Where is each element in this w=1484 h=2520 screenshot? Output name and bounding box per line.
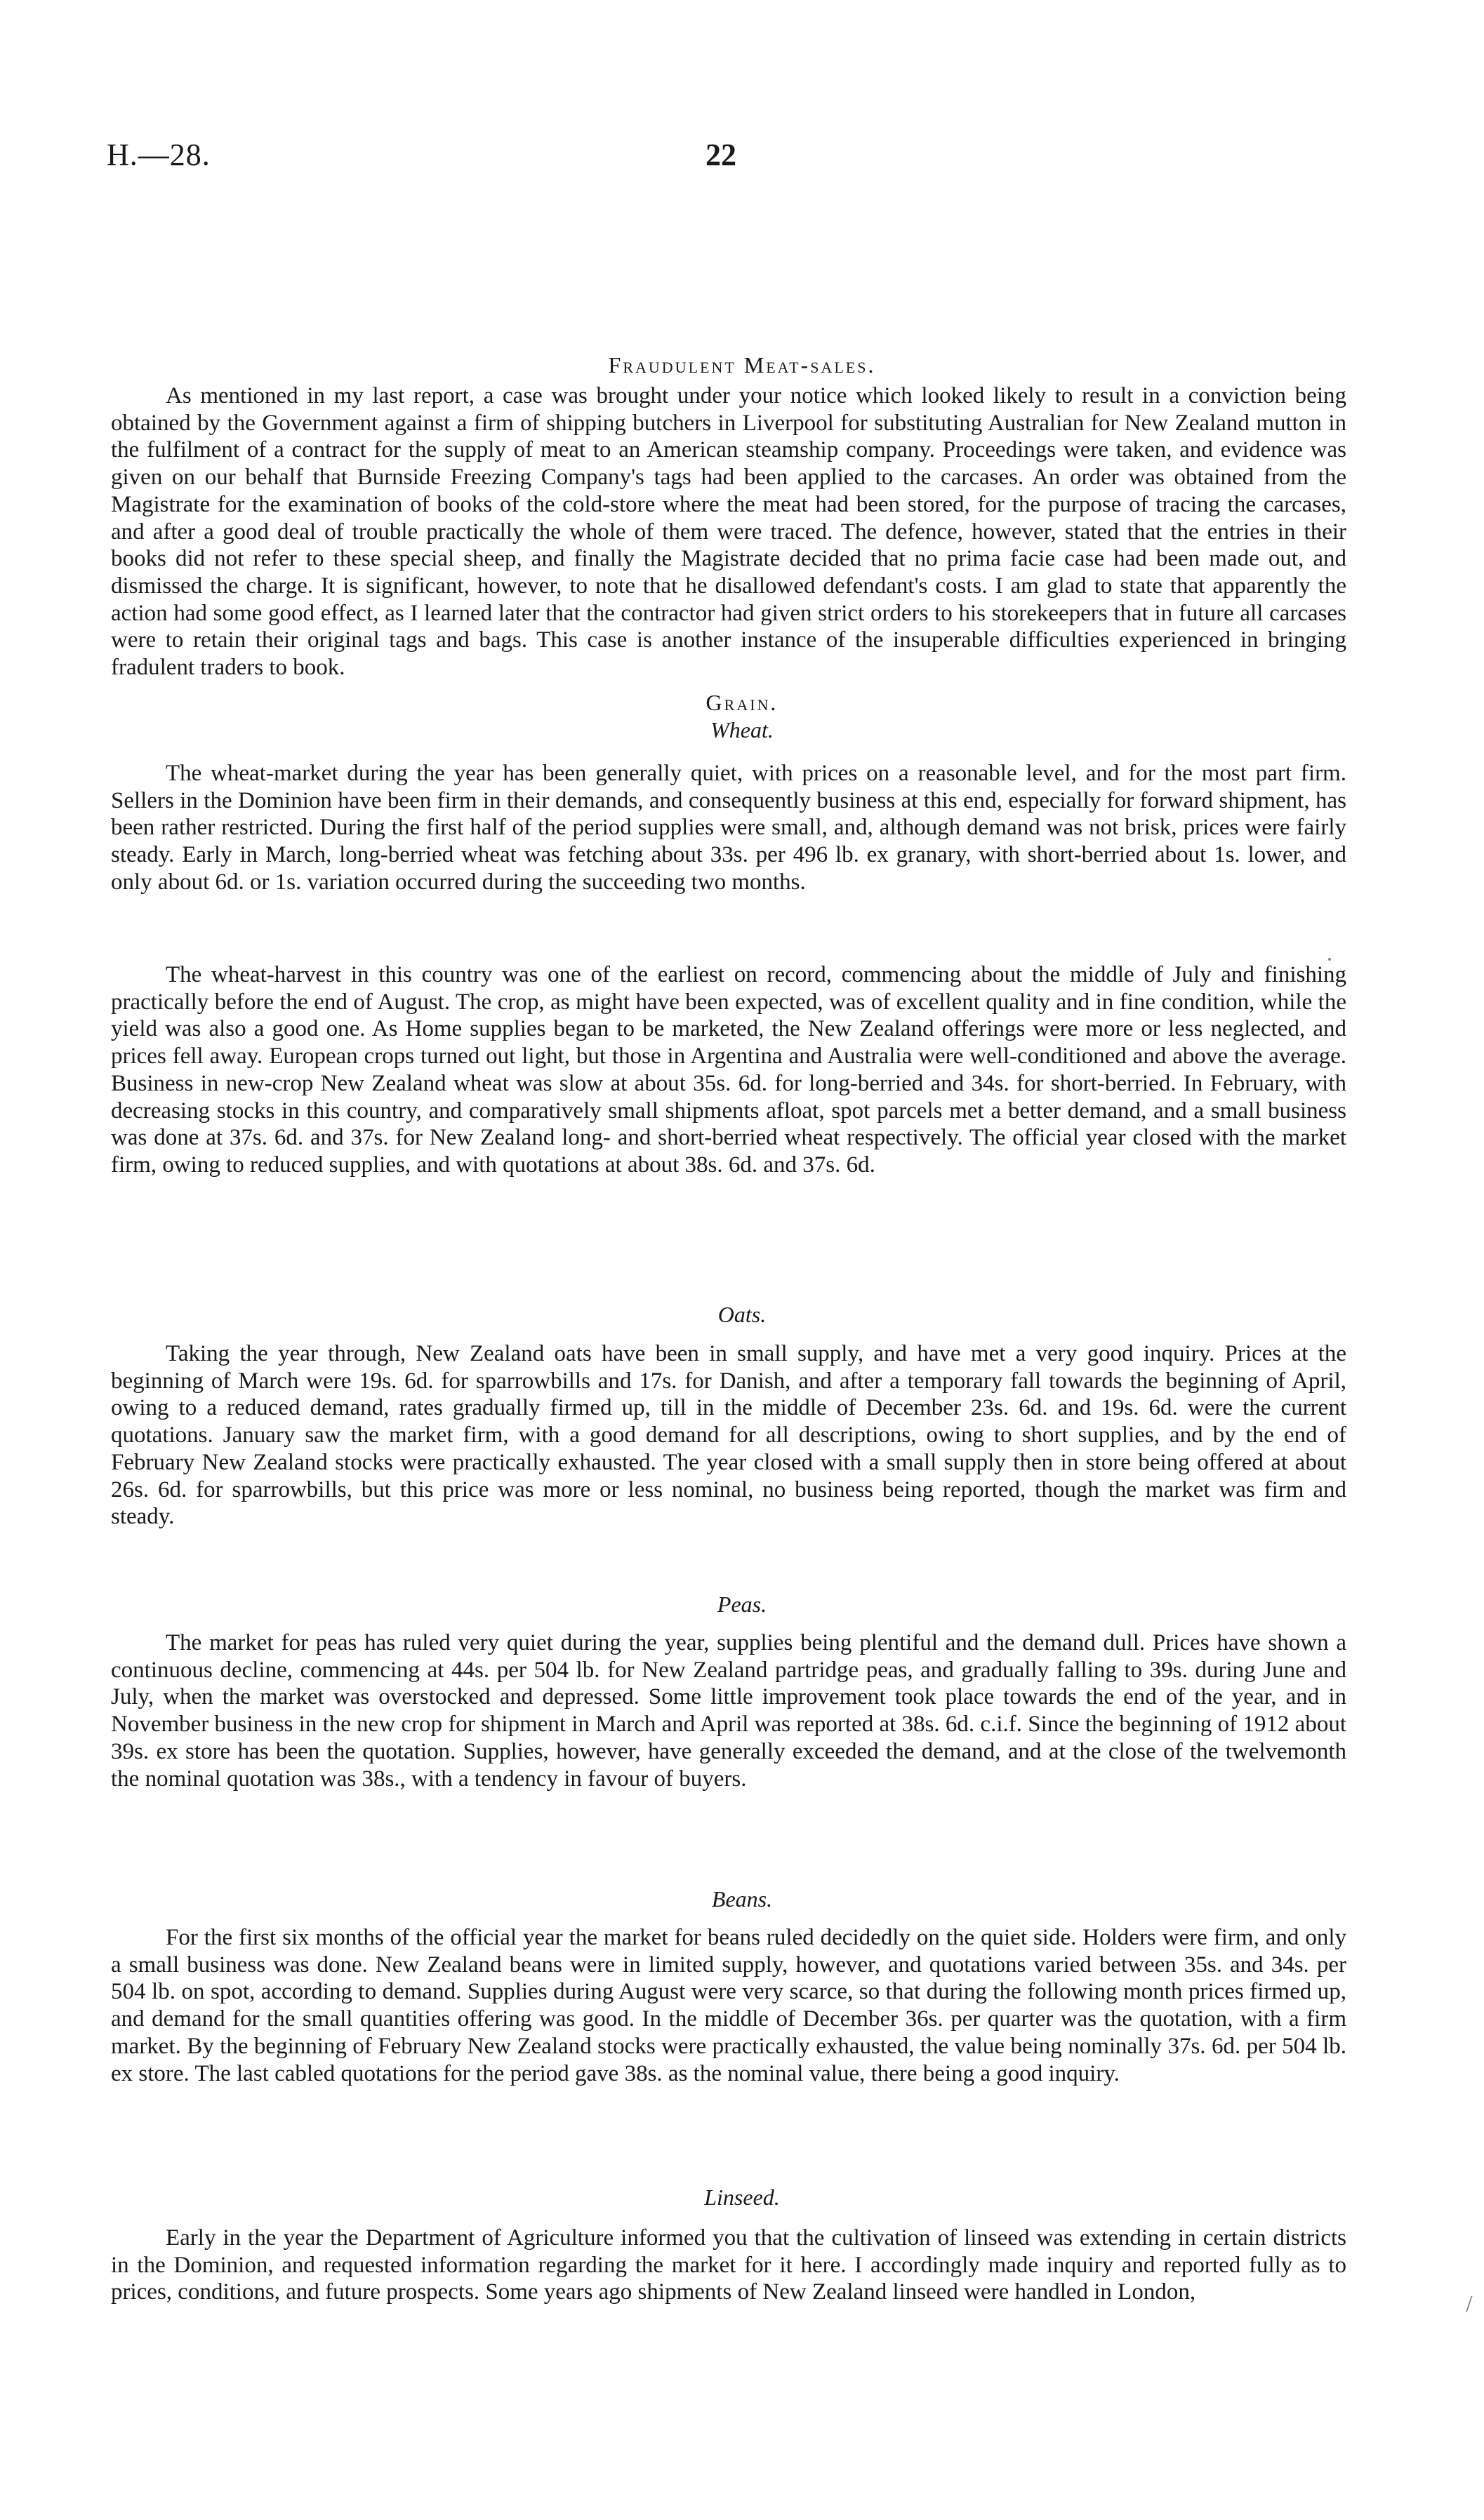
document-reference: H.—28. [107, 138, 211, 172]
paragraph-wheat-2: The wheat-harvest in this country was one of the earliest on record, commencing about the middle of July and finishing practically before the end of August. The crop, as might have been expected, was of excellent quality and in fine condition, while the yield was also a good one. As Home supplies began to be marketed, the New Zealand offerings were more or less neglected, and prices fell away. European crops turned out light, but those in Argentina and Australia were well-conditioned and above the average. Business in new-crop New Zealand wheat was slow at about 35s. 6d. for long-berried and 34s. for short-berried. In February, with decreasing stocks in this country, and comparatively small shipments afloat, spot parcels met a better demand, and a small business was done at 37s. 6d. and 37s. for New Zealand long- and short-berried wheat respectively. The official year closed with the market firm, owing to reduced supplies, and with quotations at about 38s. 6d. and 37s. 6d. [111, 962, 1346, 1178]
paragraph-fraudulent: As mentioned in my last report, a case was brought under your notice which looked likely to result in a conviction being obtained by the Government against a firm of shipping butchers in Liverpool for substituting Australian for New Zealand mutton in the fulfilment of a contract for the supply of meat to an American steamship company. Proceedings were taken, and evidence was given on our behalf that Burnside Freezing Company's tags had been applied to the carcases. An order was obtained from the Magistrate for the examination of books of the cold-store where the meat had been stored, for the purpose of tracing the carcases, and after a good deal of trouble practically the whole of them were traced. The defence, however, stated that the entries in their books did not refer to these special sheep, and finally the Magistrate decided that no prima facie case had been made out, and dismissed the charge. It is significant, however, to note that he disallowed defendant's costs. I am glad to state that apparently the action had some good effect, as I learned later that the contractor had given strict orders to his storekeepers that in future all carcases were to retain their original tags and bags. This case is another instance of the insuperable difficulties experienced in bringing fradulent traders to book. [111, 383, 1346, 681]
paragraph-oats: Taking the year through, New Zealand oats have been in small supply, and have met a very good inquiry. Prices at the beginning of March were 19s. 6d. for sparrowbills and 17s. for Danish, and after a temporary fall towards the beginning of April, owing to a reduced demand, rates gradually firmed up, till in the middle of December 23s. 6d. and 19s. 6d. were the current quotations. January saw the market firm, with a good demand for all descriptions, owing to short supplies, and by the end of February New Zealand stocks were practically exhausted. The year closed with a small supply then in store being offered at about 26s. 6d. for sparrowbills, but this price was more or less nominal, no business being reported, though the market was firm and steady. [111, 1341, 1346, 1530]
section-title-fraudulent: Fraudulent Meat-sales. [608, 352, 876, 378]
paragraph-beans: For the first six months of the official year the market for beans ruled decidedly on the quiet side. Holders were firm, and only a small business was done. New Zealand beans were in limited supply, however, and quotations varied between 35s. and 34s. per 504 lb. on spot, according to demand. Supplies during August were very scarce, so that during the following month prices firmed up, and demand for the small quantities offering was good. In the middle of December 36s. per quarter was the quotation, with a firm market. By the beginning of February New Zealand stocks were practically exhausted, the value being nominally 37s. 6d. per 504 lb. ex store. The last cabled quotations for the period gave 38s. as the nominal value, there being a good inquiry. [111, 1925, 1346, 2086]
section-title-grain: Grain. [705, 690, 779, 715]
paragraph-wheat-1: The wheat-market during the year has been generally quiet, with prices on a reasonable level, and for the most part firm. Sellers in the Dominion have been firm in their demands, and consequently business at this end, especially for forward shipment, has been rather restricted. During the first half of the period supplies were small, and, although demand was not brisk, prices were fairly steady. Early in March, long-berried wheat was fetching about 33s. per 496 lb. ex granary, with short-berried about 1s. lower, and only about 6d. or 1s. variation occurred during the succeeding two months. [111, 761, 1346, 895]
subsection-title-wheat: Wheat. [710, 717, 774, 742]
page-number: 22 [705, 138, 736, 172]
subsection-title-peas: Peas. [717, 1592, 767, 1617]
paragraph-linseed: Early in the year the Department of Agriculture informed you that the cultivation of linseed was extending in certain districts in the Dominion, and requested information regarding the market for it here. I accordingly made inquiry and reported fully as to prices, conditions, and future prospects. Some years ago shipments of New Zealand linseed were handled in London, [111, 2225, 1346, 2305]
scan-speck [1328, 958, 1331, 961]
subsection-title-oats: Oats. [717, 1302, 767, 1327]
paragraph-peas: The market for peas has ruled very quiet during the year, supplies being plentiful and the demand dull. Prices have shown a continuous decline, commencing at 44s. per 504 lb. for New Zealand partridge peas, and gradually falling to 39s. during June and July, when the market was overstocked and depressed. Some little improvement took place towards the end of the year, and in November business in the new crop for shipment in March and April was reported at 38s. 6d. c.i.f. Since the beginning of 1912 about 39s. ex store has been the quotation. Supplies, however, have generally exceeded the demand, and at the close of the twelvemonth the nominal quotation was 38s., with a tendency in favour of buyers. [111, 1630, 1346, 1792]
margin-mark: / [1466, 2291, 1473, 2317]
subsection-title-beans: Beans. [711, 1886, 773, 1912]
subsection-title-linseed: Linseed. [704, 2185, 780, 2210]
